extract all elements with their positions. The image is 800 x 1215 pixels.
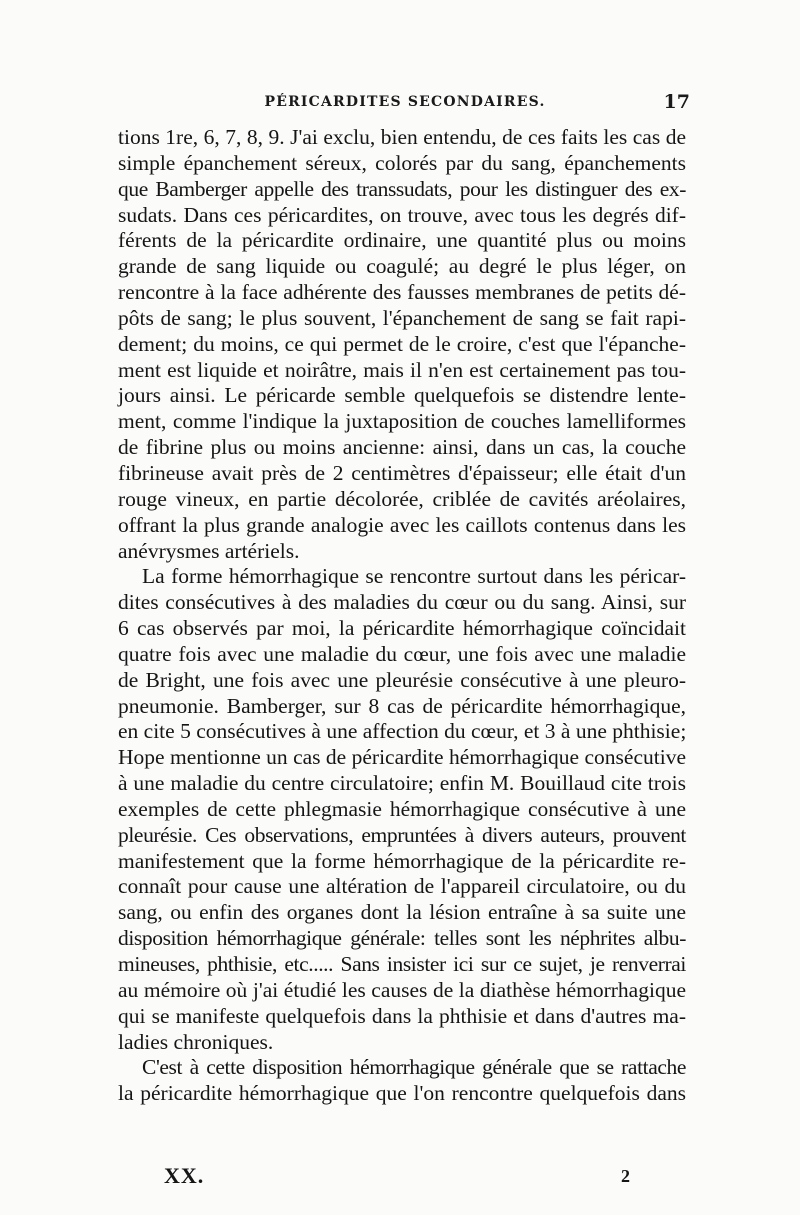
text-line: anévrysmes artériels. bbox=[118, 538, 300, 563]
signature-mark: XX. bbox=[164, 1163, 205, 1188]
text-line: à une maladie du centre circulatoire; enfin M. Bouillaud cite trois bbox=[118, 771, 686, 796]
text-line: la péricardite hémorrhagique que l'on rencontre quelquefois dans bbox=[118, 1081, 686, 1106]
text-line: rouge vineux, en partie décolorée, criblée de cavités aréolaires, bbox=[118, 486, 686, 511]
text-line: connaît pour cause une altération de l'appareil circulatoire, ou du bbox=[118, 874, 686, 899]
text-line: férents de la péricardite ordinaire, une quantité plus ou moins bbox=[118, 228, 686, 253]
text-line: tions 1re, 6, 7, 8, 9. J'ai exclu, bien entendu, de ces faits les cas de bbox=[118, 125, 686, 149]
text-line: jours ainsi. Le péricarde semble quelquefois se distendre lente- bbox=[118, 383, 686, 408]
text-line: rencontre à la face adhérente des fausses membranes de petits dé- bbox=[118, 280, 686, 305]
text-line: pneumonie. Bamberger, sur 8 cas de péricardite hémorrhagique, bbox=[118, 693, 686, 718]
text-line: grande de sang liquide ou coagulé; au degré le plus léger, on bbox=[118, 254, 686, 279]
text-line: dement; du moins, ce qui permet de le croire, c'est que l'épanche- bbox=[118, 331, 686, 356]
text-line: au mémoire où j'ai étudié les causes de la diathèse hémorrhagique bbox=[118, 977, 686, 1002]
text-line: ment, comme l'indique la juxtaposition de couches lamelliformes bbox=[118, 409, 686, 434]
text-line: que Bamberger appelle des transsudats, pour les distinguer des ex- bbox=[118, 176, 686, 201]
text-line: pôts de sang; le plus souvent, l'épanchement de sang se fait rapi- bbox=[118, 305, 686, 330]
text-line: fibrineuse avait près de 2 centimètres d'épaisseur; elle était d'un bbox=[118, 460, 686, 485]
text-line: manifestement que la forme hémorrhagique de la péricardite re- bbox=[118, 848, 686, 873]
page-number: 17 bbox=[663, 91, 690, 113]
text-line: dites consécutives à des maladies du cœur ou du sang. Ainsi, sur bbox=[118, 590, 686, 615]
text-line: ment est liquide et noirâtre, mais il n'en est certainement pas tou- bbox=[118, 357, 686, 382]
text-line: sang, ou enfin des organes dont la lésion entraîne à sa suite une bbox=[118, 900, 686, 925]
running-title: PÉRICARDITES SECONDAIRES. bbox=[264, 94, 546, 110]
text-line: de fibrine plus ou moins ancienne: ainsi, dans un cas, la couche bbox=[118, 435, 686, 460]
text-line: La forme hémorrhagique se rencontre surtout dans les péricar- bbox=[142, 564, 686, 589]
text-line: pleurésie. Ces observations, empruntées à divers auteurs, prouvent bbox=[118, 822, 686, 847]
sheet-number: 2 bbox=[621, 1166, 630, 1186]
text-line: en cite 5 consécutives à une affection du cœur, et 3 à une phthisie; bbox=[118, 719, 687, 744]
body-text bbox=[118, 125, 686, 1107]
text-line: ladies chroniques. bbox=[118, 1029, 274, 1054]
text-line: qui se manifeste quelquefois dans la phthisie et dans d'autres ma- bbox=[118, 1003, 686, 1028]
page-header bbox=[120, 91, 690, 118]
text-line: de Bright, une fois avec une pleurésie consécutive à une pleuro- bbox=[118, 667, 686, 692]
text-line: Hope mentionne un cas de péricardite hémorrhagique consécutive bbox=[118, 745, 686, 770]
text-line: quatre fois avec une maladie du cœur, une fois avec une maladie bbox=[118, 641, 686, 666]
text-line: exemples de cette phlegmasie hémorrhagique consécutive à une bbox=[118, 796, 686, 821]
text-line: offrant la plus grande analogie avec les caillots contenus dans les bbox=[118, 512, 686, 537]
text-line: disposition hémorrhagique générale: telles sont les néphrites albu- bbox=[118, 926, 686, 951]
text-line: C'est à cette disposition hémorrhagique générale que se rattache bbox=[142, 1055, 686, 1080]
page-footer bbox=[164, 1163, 630, 1191]
text-line: 6 cas observés par moi, la péricardite hémorrhagique coïncidait bbox=[118, 616, 686, 641]
text-line: mineuses, phthisie, etc..... Sans insister ici sur ce sujet, je renverrai bbox=[118, 952, 686, 976]
text-line: simple épanchement séreux, colorés par du sang, épanchements bbox=[118, 150, 686, 175]
text-line: sudats. Dans ces péricardites, on trouve, avec tous les degrés dif- bbox=[118, 202, 686, 227]
